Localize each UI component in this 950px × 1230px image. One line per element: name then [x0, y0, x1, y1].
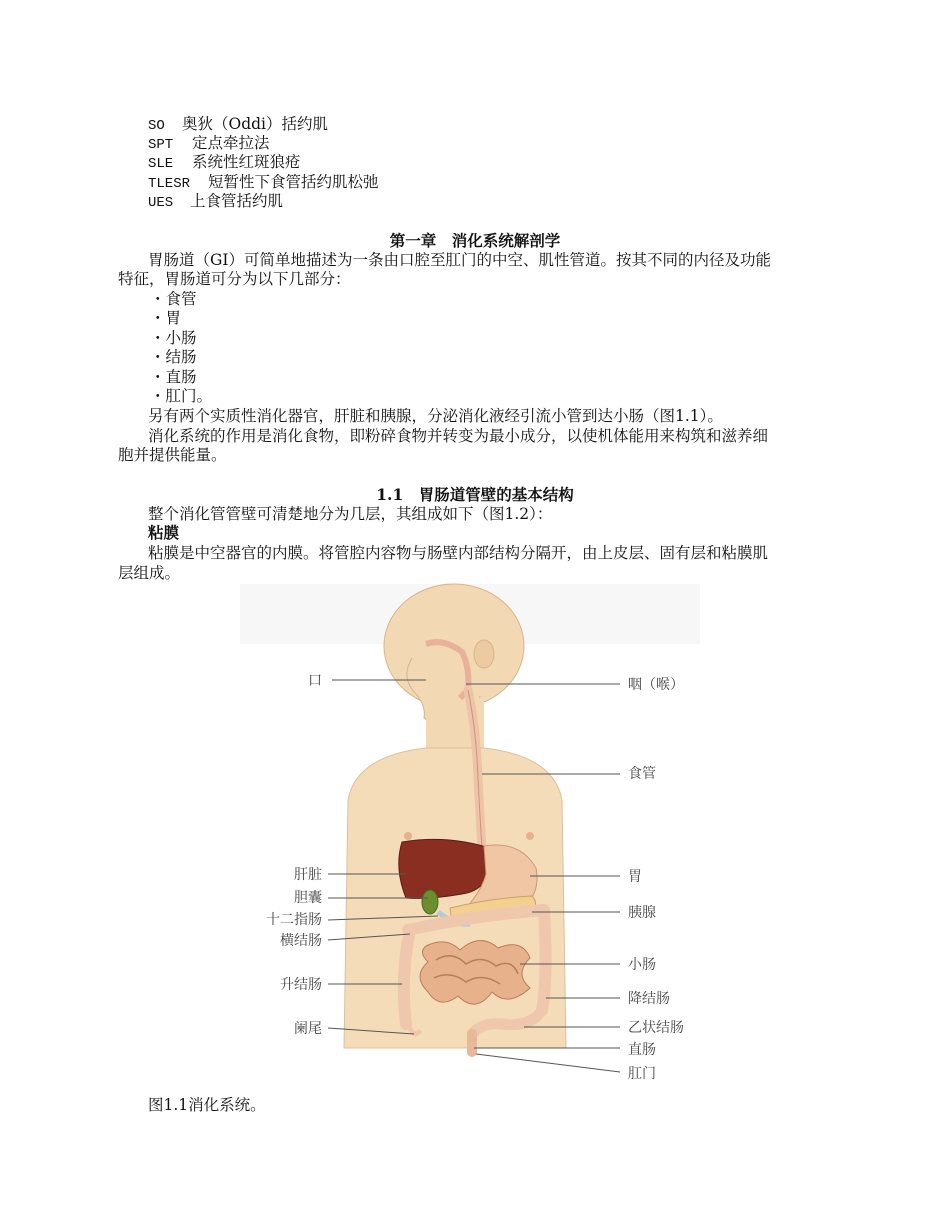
list-item: ・胃	[150, 309, 182, 327]
label-rectum: 直肠	[628, 1042, 656, 1058]
chapter-title: 第一章 消化系统解剖学	[389, 231, 561, 250]
organs-sentence: 另有两个实质性消化器官，肝脏和胰腺，分泌消化液经引流小管到达小肠（图1.1）。	[148, 407, 723, 425]
abbr-text: 系统性红斑狼疮	[192, 153, 301, 171]
label-duodenum: 十二指肠	[266, 912, 322, 928]
function-line-1: 消化系统的作用是消化食物，即粉碎食物并转变为最小成分，以使机体能用来构筑和滋养细	[148, 427, 769, 445]
mucosa-line-1: 粘膜是中空器官的内膜。将管腔内容物与肠壁内部结构分隔开，由上皮层、固有层和粘膜肌	[148, 544, 769, 562]
digestive-system-figure	[230, 578, 710, 1090]
label-esophagus: 食管	[628, 766, 656, 782]
label-ascending-colon: 升结肠	[280, 977, 322, 993]
label-mouth: 口	[308, 673, 322, 689]
list-item: ・直肠	[150, 368, 197, 386]
function-line-2: 胞并提供能量。	[118, 446, 227, 464]
intro-line-2: 特征，胃肠道可分为以下几部分：	[118, 270, 351, 288]
list-item: ・小肠	[150, 329, 197, 347]
label-sigmoid-colon: 乙状结肠	[628, 1020, 684, 1036]
subheading-mucosa: 粘膜	[148, 523, 180, 542]
section-title: 1.1 胃肠道管壁的基本结构	[376, 485, 574, 504]
abbr-code: UES	[148, 195, 174, 211]
abbr-code: SO	[148, 118, 165, 134]
abbr-code: TLESR	[148, 176, 191, 192]
abbr-code: SPT	[148, 137, 174, 153]
intro-line-1: 胃肠道（GI）可简单地描述为一条由口腔至肛门的中空、肌性管道。按其不同的内径及功能	[148, 251, 772, 269]
mucosa-line-2: 层组成。	[118, 564, 181, 582]
nipple-shape	[404, 832, 412, 840]
ascending-colon-shape	[404, 930, 410, 1024]
label-descending-colon: 降结肠	[628, 991, 670, 1007]
label-liver: 肝脏	[294, 867, 322, 883]
list-item: ・肛门。	[150, 387, 213, 405]
digestive-system-illustration	[230, 578, 710, 1090]
label-anus: 肛门	[628, 1066, 656, 1082]
label-small-intestine: 小肠	[628, 957, 656, 973]
descending-colon-shape	[542, 910, 546, 1010]
abbr-text: 奥狄（Oddi）括约肌	[182, 115, 329, 133]
figure-caption: 图1.1消化系统。	[148, 1096, 266, 1114]
abbr-code: SLE	[148, 156, 174, 172]
gallbladder-shape	[422, 890, 438, 914]
small-intestine-shape	[420, 940, 530, 1004]
abbr-row	[148, 191, 283, 213]
label-pharynx: 咽（喉）	[628, 677, 684, 693]
label-gallbladder: 胆囊	[294, 890, 322, 906]
list-item: ・结肠	[150, 348, 197, 366]
abbr-text: 定点牵拉法	[192, 134, 270, 152]
abbr-row	[148, 152, 301, 174]
nipple-shape	[526, 832, 534, 840]
label-transverse-colon: 横结肠	[280, 933, 322, 949]
list-item: ・食管	[150, 290, 197, 308]
label-pancreas: 胰腺	[628, 905, 656, 921]
ear-shape	[474, 640, 494, 668]
label-appendix: 阑尾	[294, 1021, 322, 1037]
abbr-text: 短暂性下食管括约肌松弛	[208, 173, 379, 191]
abbr-text: 上食管括约肌	[190, 192, 284, 210]
section-intro: 整个消化管管壁可清楚地分为几层，其组成如下（图1.2）：	[148, 505, 553, 523]
label-stomach: 胃	[628, 869, 642, 885]
